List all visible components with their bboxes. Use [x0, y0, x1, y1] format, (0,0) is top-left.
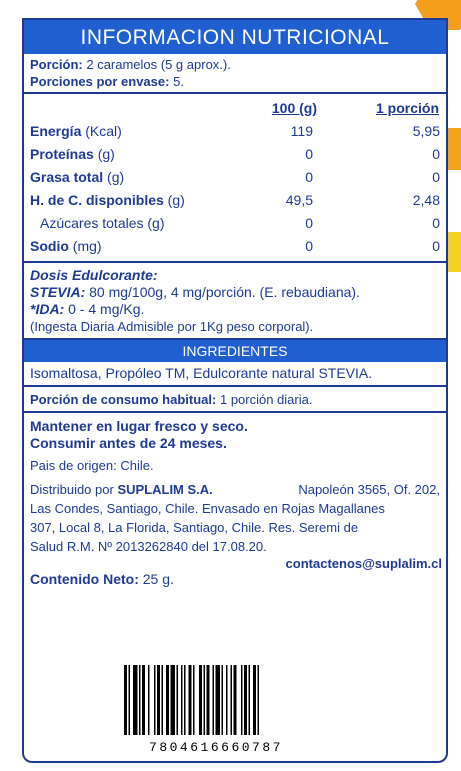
barcode-bar — [222, 665, 224, 747]
ingredients-text: Isomaltosa, Propóleo TM, Edulcorante natural STEVIA. — [24, 362, 446, 387]
ida-note: (Ingesta Diaria Admisible por 1Kg peso corporal). — [30, 319, 314, 334]
servings-per-pack — [24, 73, 446, 90]
servings-per-pack-value: 5. — [169, 74, 184, 89]
serving-size — [24, 56, 446, 73]
barcode-bar — [177, 665, 179, 747]
table-row: Azúcares totales (g) 0 0 — [40, 214, 440, 231]
barcode-bar — [154, 665, 156, 747]
barcode-bar — [213, 665, 215, 747]
table-row: Grasa total (g) 0 0 — [30, 168, 440, 185]
distributor-info: Distribuido por SUPLALIM S.A. Napoleón 3565, Of. 202, Las Condes, Santiago, Chile. Envasado en Rojas Magallanes 307, Local 8, La Florida, Santiago, Chile. Res. Seremi de Salud R.M. Nº 2013262840 del 17.08.20. — [30, 482, 440, 554]
barcode-bar — [234, 665, 237, 747]
barcode-bar — [258, 665, 260, 747]
barcode-bar — [171, 665, 176, 747]
servings-per-pack-label: Porciones por envase: — [30, 74, 170, 89]
barcode-digits: 7804616660787 — [149, 740, 283, 755]
contact-email: contactenos@suplalim.cl — [285, 556, 442, 571]
table-header — [24, 97, 440, 119]
nutrition-title: INFORMACION NUTRICIONAL — [24, 20, 446, 54]
nutrition-label — [22, 18, 448, 763]
barcode-bar — [193, 665, 195, 747]
table-row: Energía (Kcal) 119 5,95 — [30, 122, 440, 139]
consumption-section — [24, 387, 446, 413]
barcode-bar — [207, 665, 210, 747]
barcode-bar — [241, 665, 243, 747]
country-of-origin: Pais de origen: Chile. — [30, 458, 154, 473]
ingredients-heading: INGREDIENTES — [24, 340, 446, 362]
ida-dose: *IDA: 0 - 4 mg/Kg. — [30, 301, 145, 317]
stevia-dose: STEVIA: 80 mg/100g, 4 mg/porción. (E. rebaudiana). — [30, 284, 360, 300]
barcode-bar — [142, 665, 145, 747]
nutrition-table — [24, 97, 440, 257]
barcode-bar — [184, 665, 186, 747]
sweetener-heading: Dosis Edulcorante: — [30, 267, 158, 283]
storage-instruction: Mantener en lugar fresco y seco. — [30, 418, 248, 434]
net-content: Contenido Neto: 25 g. — [30, 571, 174, 587]
barcode-bar — [148, 665, 150, 747]
barcode-bar — [133, 665, 138, 747]
table-row: Sodio (mg) 0 0 — [30, 237, 440, 254]
barcode-bar — [124, 665, 127, 747]
serving-label: Porción: — [30, 57, 83, 72]
barcode-bar — [249, 665, 251, 747]
barcode-bar — [162, 665, 164, 747]
barcode-bar — [166, 665, 169, 747]
barcode-bar — [157, 665, 160, 747]
habitual-portion: Porción de consumo habitual: 1 porción diaria. — [30, 392, 313, 407]
barcode-bar — [204, 665, 206, 747]
sweetener-section — [24, 263, 446, 340]
barcode-bar — [181, 665, 183, 747]
barcode-bar — [226, 665, 228, 747]
serving-value: 2 caramelos (5 g aprox.). — [82, 57, 231, 72]
column-100g: 100 (g) — [271, 100, 317, 116]
barcode-bar — [253, 665, 256, 747]
table-row: Proteínas (g) 0 0 — [30, 145, 440, 162]
barcode-bar — [216, 665, 221, 747]
barcode — [110, 665, 323, 755]
nutrition-table-section — [24, 94, 446, 263]
footer-info — [24, 413, 446, 588]
barcode-bar — [244, 665, 247, 747]
expiry-instruction: Consumir antes de 24 meses. — [30, 435, 227, 451]
column-portion: 1 porción — [375, 100, 439, 116]
serving-section — [24, 54, 446, 94]
barcode-bar — [139, 665, 141, 747]
barcode-bar — [129, 665, 131, 747]
barcode-bar — [199, 665, 202, 747]
barcode-bar — [189, 665, 192, 747]
barcode-bar — [231, 665, 233, 747]
table-row: H. de C. disponibles (g) 49,5 2,48 — [30, 191, 440, 208]
company-name: SUPLALIM S.A. — [117, 482, 213, 497]
